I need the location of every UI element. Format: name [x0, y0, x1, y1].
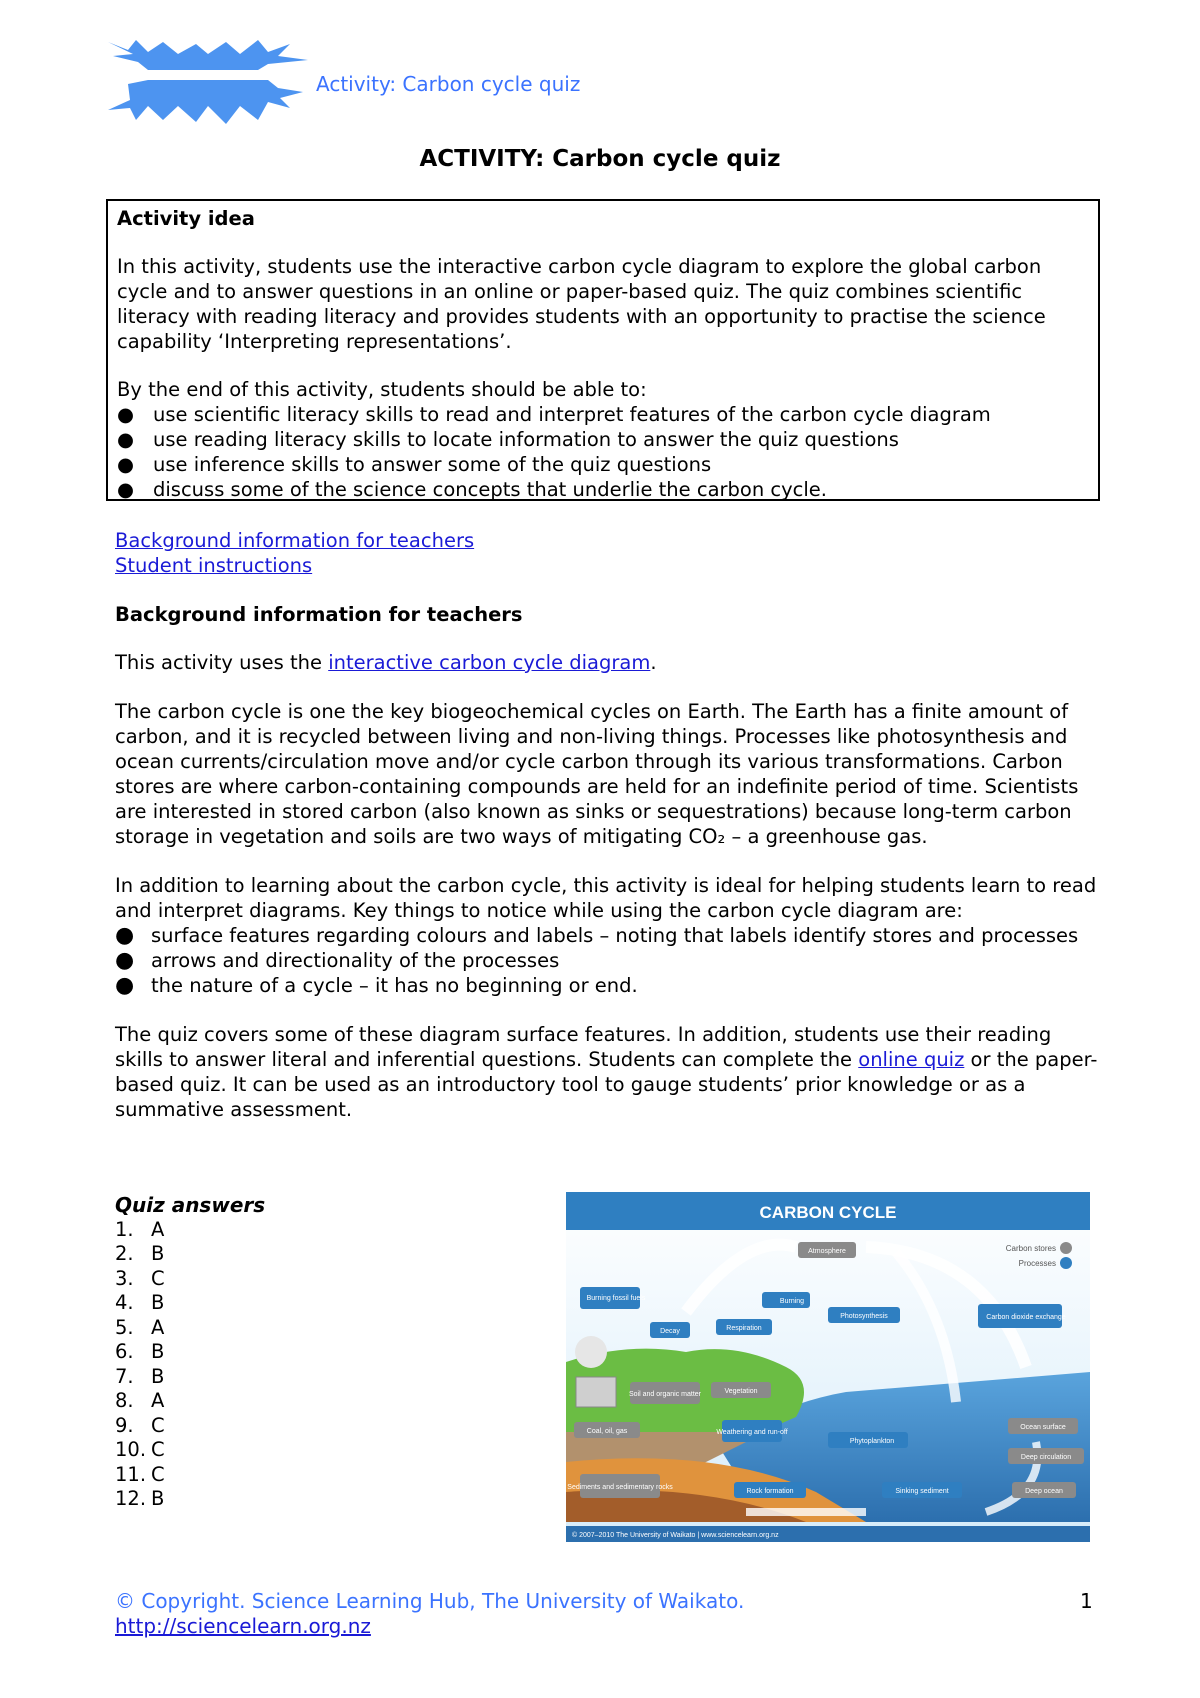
bullet-icon: ● [117, 478, 135, 501]
label-sinking: Sinking sediment [895, 1488, 949, 1495]
answer-item [115, 1316, 265, 1341]
bullet-icon: ● [115, 948, 135, 973]
label-coal: Coal, oil, gas [586, 1428, 628, 1435]
activity-idea-box [106, 199, 1100, 501]
section-heading: Background information for teachers [115, 603, 523, 626]
answer-letter: A [151, 1217, 165, 1241]
diagram-credit: © 2007–2010 The University of Waikato | www.sciencelearn.org.nz [572, 1532, 779, 1539]
toc [115, 528, 1105, 578]
logo [108, 40, 308, 124]
footer-copyright: © Copyright. Science Learning Hub, The University of Waikato. [115, 1589, 745, 1613]
answer-item [115, 1463, 265, 1488]
bullet-icon: ● [117, 453, 135, 476]
answer-item [115, 1414, 265, 1439]
label-co2-exchange: Carbon dioxide exchange [986, 1314, 1066, 1321]
answer-letter: C [151, 1266, 165, 1290]
answer-number: 6. [115, 1340, 134, 1363]
list-item: ● arrows and directionality of the processes [115, 948, 560, 973]
answer-number: 7. [115, 1364, 134, 1388]
legend-process-swatch [1060, 1257, 1072, 1269]
label-deep-circulation: Deep circulation [1020, 1454, 1072, 1461]
label-rock-formation: Rock formation [746, 1488, 794, 1495]
answer-letter: A [151, 1389, 165, 1412]
label-photosynthesis: Photosynthesis [840, 1313, 888, 1320]
label-ocean-surface: Ocean surface [1020, 1424, 1066, 1431]
bullet-icon: ● [117, 428, 135, 451]
label-atmosphere: Atmosphere [808, 1248, 846, 1255]
legend-stores: Carbon stores [1005, 1244, 1056, 1253]
background-section [115, 602, 1105, 1122]
list-item: ● use inference skills to answer some of the quiz questions [117, 453, 712, 476]
label-deep-ocean: Deep ocean [1025, 1488, 1063, 1495]
list-item: ● use scientific literacy skills to read and interpret features of the carbon cycle diagram [117, 403, 991, 426]
answer-letter: A [151, 1315, 165, 1339]
answer-item [115, 1487, 265, 1512]
header-title: Activity: Carbon cycle quiz [316, 72, 581, 96]
activity-intro: In this activity, students use the interactive carbon cycle diagram to explore the global carbon cycle and to answer questions in an online or paper-based quiz. The quiz combines scientific literacy with reading literacy and provides students with an opportunity to practise the science capability ‘Interpreting representations’. [117, 255, 1046, 353]
label-phytoplankton: Phytoplankton [849, 1438, 895, 1445]
bullet-icon: ● [115, 973, 135, 998]
quiz-answers [115, 1193, 265, 1512]
bullet-icon: ● [115, 923, 135, 948]
uses-paragraph: This activity uses the interactive carbon cycle diagram. [115, 651, 657, 674]
answer-item [115, 1218, 265, 1243]
answer-number: 9. [115, 1413, 134, 1437]
list-item: ● the nature of a cycle – it has no beginning or end. [115, 973, 638, 998]
answer-item [115, 1291, 265, 1316]
answer-number: 4. [115, 1291, 134, 1314]
label-burning-fossil: Burning fossil fuels [586, 1295, 646, 1302]
answer-letter: B [151, 1487, 165, 1510]
document-title: ACTIVITY: Carbon cycle quiz [419, 146, 781, 172]
paragraph-2: In addition to learning about the carbon cycle, this activity is ideal for helping students learn to read and interpret diagrams. Key things to notice while using the carbon cycle diagram are: [115, 874, 1097, 922]
answer-number: 5. [115, 1315, 134, 1339]
answer-number: 12. [115, 1487, 147, 1510]
answer-number: 10. [115, 1438, 147, 1461]
link-background-info[interactable]: Background information for teachers [115, 529, 475, 552]
label-soil: Soil and organic matter [629, 1391, 701, 1398]
quiz-heading: Quiz answers [115, 1193, 266, 1217]
label-burning: Burning [779, 1298, 805, 1305]
diagram-title: CARBON CYCLE [759, 1203, 897, 1222]
outcomes-list [117, 402, 1092, 502]
answer-item [115, 1242, 265, 1267]
footer-url-link[interactable]: http://sciencelearn.org.nz [115, 1614, 371, 1638]
label-sediments: Sediments and sedimentary rocks [567, 1484, 673, 1491]
answer-item [115, 1340, 265, 1365]
answer-number: 3. [115, 1266, 134, 1290]
factory [576, 1377, 616, 1407]
page-number: 1 [1080, 1589, 1093, 1613]
label-respiration: Respiration [726, 1325, 762, 1332]
answer-letter: B [151, 1340, 165, 1363]
answer-letter: C [151, 1413, 165, 1437]
label-weathering: Weathering and run-off [716, 1429, 788, 1436]
smoke [575, 1336, 607, 1368]
answer-item [115, 1365, 265, 1390]
answer-letter: B [151, 1291, 165, 1314]
label-decay: Decay [660, 1328, 680, 1335]
answers-list [115, 1218, 265, 1512]
notice-list [115, 923, 1105, 998]
activity-idea-heading: Activity idea [117, 207, 255, 230]
legend-store-swatch [1060, 1242, 1072, 1254]
label-vegetation: Vegetation [724, 1388, 758, 1395]
legend-processes: Processes [1018, 1259, 1056, 1268]
list-item: ● use reading literacy skills to locate information to answer the quiz questions [117, 428, 899, 451]
link-online-quiz[interactable]: online quiz [858, 1048, 965, 1071]
answer-item [115, 1267, 265, 1292]
answer-letter: C [151, 1438, 165, 1461]
answer-item [115, 1389, 265, 1414]
answer-letter: B [151, 1364, 165, 1388]
answer-item [115, 1438, 265, 1463]
answer-number: 8. [115, 1389, 134, 1412]
bullet-icon: ● [117, 403, 135, 426]
answer-number: 2. [115, 1242, 134, 1265]
list-item: ● surface features regarding colours and labels – noting that labels identify stores and processes [115, 923, 1079, 948]
link-interactive-diagram[interactable]: interactive carbon cycle diagram [328, 651, 651, 674]
link-student-instructions[interactable]: Student instructions [115, 554, 313, 577]
paragraph-1: The carbon cycle is one the key biogeochemical cycles on Earth. The Earth has a finite amount of carbon, and it is recycled between living and non-living things. Processes like photosynthesis and ocean currents/circulation move and/or cycle carbon through its various transformations. Carbon stores are where carbon-containing compounds are held for an indefinite period of time. Scientists are interested in stored carbon (also known as sinks or sequestrations) because long-term carbon storage in vegetation and soils are two ways of mitigating CO₂ – a greenhouse gas. [115, 700, 1079, 848]
carbon-cycle-diagram [566, 1192, 1090, 1542]
list-item: ● discuss some of the science concepts that underlie the carbon cycle. [117, 478, 827, 501]
outcomes-lead: By the end of this activity, students should be able to: [117, 378, 647, 401]
paragraph-3: The quiz covers some of these diagram surface features. In addition, students use their reading skills to answer literal and inferential questions. Students can complete the online quiz or the paper-based quiz. It can be used as an introductory tool to gauge students’ prior knowledge or as a summative assessment. [115, 1023, 1098, 1121]
answer-number: 11. [115, 1462, 147, 1486]
answer-letter: C [151, 1462, 165, 1486]
answer-letter: B [151, 1242, 165, 1265]
answer-number: 1. [115, 1217, 134, 1241]
